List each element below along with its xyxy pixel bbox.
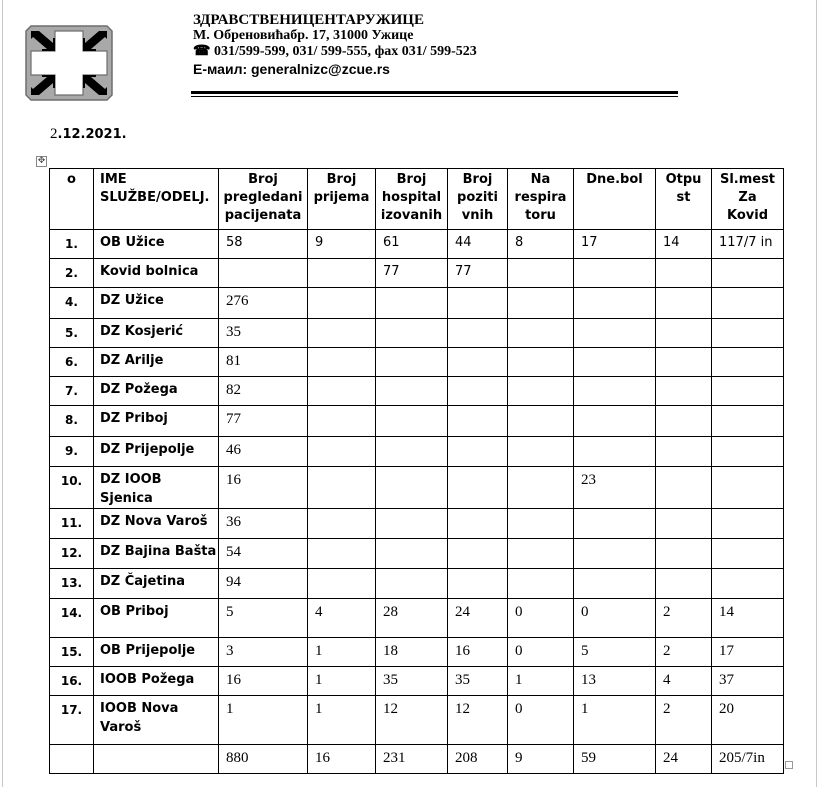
data-cell: [508, 467, 574, 509]
data-cell: [574, 259, 656, 288]
data-cell: 5: [574, 638, 656, 667]
data-cell: 16: [219, 667, 308, 696]
data-cell: 18: [376, 638, 448, 667]
column-header-line: Otpu: [665, 172, 702, 187]
department-name: [94, 745, 219, 774]
department-name: DZ Kosjerić: [94, 319, 219, 348]
column-header: [712, 169, 784, 230]
column-header: [94, 169, 219, 230]
data-cell: 37: [712, 667, 784, 696]
data-cell: 36: [219, 509, 308, 539]
data-cell: [376, 467, 448, 509]
data-cell: 3: [219, 638, 308, 667]
table-row: [50, 348, 784, 377]
data-cell: 208: [448, 745, 508, 774]
data-cell: [656, 377, 712, 406]
data-cell: [508, 539, 574, 569]
data-cell: [712, 539, 784, 569]
data-cell: 1: [574, 696, 656, 745]
data-cell: [712, 406, 784, 437]
data-cell: 9: [308, 230, 376, 259]
table-move-handle-icon[interactable]: ✥: [37, 156, 46, 166]
department-name: DZ Bajina Bašta: [94, 539, 219, 569]
data-cell: [308, 437, 376, 467]
data-cell: 44: [448, 230, 508, 259]
department-name: IOOB Požega: [94, 667, 219, 696]
data-cell: [376, 377, 448, 406]
data-cell: [376, 288, 448, 319]
data-cell: 14: [656, 230, 712, 259]
data-cell: [508, 319, 574, 348]
column-header-line: toru: [525, 208, 556, 223]
row-number: 14.: [50, 599, 94, 638]
data-cell: [656, 539, 712, 569]
header-rule: [191, 91, 678, 94]
document-date: [50, 126, 127, 143]
data-cell: [448, 319, 508, 348]
data-cell: [712, 259, 784, 288]
data-cell: 61: [376, 230, 448, 259]
data-cell: 5: [219, 599, 308, 638]
table-row: [50, 259, 784, 288]
data-cell: 35: [376, 667, 448, 696]
data-cell: 1: [308, 667, 376, 696]
data-cell: 16: [308, 745, 376, 774]
data-cell: 2: [656, 696, 712, 745]
data-cell: 94: [219, 569, 308, 599]
data-cell: [308, 377, 376, 406]
data-cell: [574, 437, 656, 467]
data-cell: [508, 437, 574, 467]
header-rule: [191, 96, 678, 97]
data-cell: [574, 348, 656, 377]
data-cell: 12: [448, 696, 508, 745]
data-cell: 276: [219, 288, 308, 319]
column-header: [574, 169, 656, 230]
table-row: [50, 230, 784, 259]
row-number: 5.: [50, 319, 94, 348]
data-cell: [308, 406, 376, 437]
data-cell: [712, 467, 784, 509]
data-cell: [219, 259, 308, 288]
column-header-line: vnih: [461, 208, 494, 223]
data-cell: [656, 437, 712, 467]
row-number: 13.: [50, 569, 94, 599]
data-cell: [508, 569, 574, 599]
data-cell: [448, 539, 508, 569]
fax-number: фах 031/ 599-523: [374, 44, 477, 59]
data-cell: 58: [219, 230, 308, 259]
department-name: OB Užice: [94, 230, 219, 259]
data-cell: 77: [448, 259, 508, 288]
column-header-line: Na: [530, 172, 551, 187]
data-cell: 8: [508, 230, 574, 259]
column-header-line: Kovid: [726, 208, 768, 223]
data-cell: 2: [656, 599, 712, 638]
department-name: DZ Čajetina: [94, 569, 219, 599]
column-header: [219, 169, 308, 230]
row-number: 2.: [50, 259, 94, 288]
table-row: [50, 539, 784, 569]
data-cell: 46: [219, 437, 308, 467]
column-header-line: Sl.mest: [719, 172, 776, 187]
data-cell: [448, 406, 508, 437]
data-cell: 205/7in: [712, 745, 784, 774]
row-number: 17.: [50, 696, 94, 745]
data-cell: [308, 319, 376, 348]
data-cell: [656, 569, 712, 599]
data-cell: [712, 348, 784, 377]
column-header-line: Dne.bol: [586, 172, 643, 187]
data-cell: [308, 288, 376, 319]
data-cell: [574, 377, 656, 406]
column-header-line: Broj: [462, 172, 493, 187]
page-edge: [2, 0, 3, 787]
data-cell: [712, 437, 784, 467]
department-name: DZ Prijepolje: [94, 437, 219, 467]
table-row: [50, 599, 784, 638]
data-cell: [308, 509, 376, 539]
column-header-line: hospital: [381, 190, 442, 205]
data-cell: [574, 539, 656, 569]
data-cell: 35: [219, 319, 308, 348]
data-cell: [574, 509, 656, 539]
date-day: 2: [50, 126, 58, 142]
data-cell: [376, 437, 448, 467]
data-cell: 1: [219, 696, 308, 745]
totals-row: [50, 745, 784, 774]
data-cell: [574, 406, 656, 437]
data-cell: 4: [308, 599, 376, 638]
phone-numbers: 031/599-599, 031/ 599-555,: [213, 44, 372, 59]
data-cell: 231: [376, 745, 448, 774]
data-cell: [712, 509, 784, 539]
data-cell: 13: [574, 667, 656, 696]
data-cell: 117/7 in: [712, 230, 784, 259]
department-name: DZ Požega: [94, 377, 219, 406]
column-header-line: pacijenata: [224, 208, 302, 223]
data-cell: 77: [376, 259, 448, 288]
department-name: DZ IOOB Sjenica: [94, 467, 219, 509]
column-header-line: Za: [738, 190, 757, 205]
data-cell: 9: [508, 745, 574, 774]
data-cell: [574, 319, 656, 348]
data-cell: [508, 406, 574, 437]
data-cell: [448, 569, 508, 599]
data-cell: [376, 509, 448, 539]
data-cell: 77: [219, 406, 308, 437]
data-cell: [376, 319, 448, 348]
data-cell: 35: [448, 667, 508, 696]
data-cell: 16: [219, 467, 308, 509]
data-cell: 2: [656, 638, 712, 667]
data-cell: [376, 569, 448, 599]
report-table: [49, 168, 784, 774]
date-rest: .12.2021.: [57, 127, 127, 142]
data-cell: 24: [448, 599, 508, 638]
org-address: М. Обреновићабр. 17, 31000 Ужице: [193, 28, 414, 43]
department-name: DZ Užice: [94, 288, 219, 319]
data-cell: 1: [308, 638, 376, 667]
data-cell: 23: [574, 467, 656, 509]
data-cell: 81: [219, 348, 308, 377]
data-cell: 54: [219, 539, 308, 569]
table-row: [50, 319, 784, 348]
table-row: [50, 696, 784, 745]
data-cell: [508, 377, 574, 406]
table-row: [50, 288, 784, 319]
data-cell: [508, 348, 574, 377]
data-cell: [656, 509, 712, 539]
column-header-line: pregledani: [223, 190, 303, 205]
data-cell: [508, 288, 574, 319]
table-row: [50, 377, 784, 406]
data-cell: [448, 348, 508, 377]
data-cell: [308, 569, 376, 599]
table-row: [50, 667, 784, 696]
table-row: [50, 569, 784, 599]
data-cell: [508, 509, 574, 539]
data-cell: 59: [574, 745, 656, 774]
table-row: [50, 437, 784, 467]
data-cell: [448, 467, 508, 509]
column-header: [50, 169, 94, 230]
data-cell: 16: [448, 638, 508, 667]
department-name: DZ Nova Varoš: [94, 509, 219, 539]
data-cell: 0: [508, 599, 574, 638]
column-header: [656, 169, 712, 230]
column-header-line: IME: [100, 172, 127, 187]
data-cell: [656, 348, 712, 377]
data-cell: [308, 259, 376, 288]
data-cell: 28: [376, 599, 448, 638]
data-cell: [448, 509, 508, 539]
column-header-line: SLUŽBE/ODELJ.: [100, 190, 210, 205]
row-number: 1.: [50, 230, 94, 259]
data-cell: [376, 406, 448, 437]
table-row: [50, 406, 784, 437]
data-cell: [308, 467, 376, 509]
column-header: [376, 169, 448, 230]
table-row: [50, 509, 784, 539]
data-cell: 82: [219, 377, 308, 406]
column-header-line: prijema: [313, 190, 370, 205]
data-cell: [448, 288, 508, 319]
row-number: 11.: [50, 509, 94, 539]
data-cell: [508, 259, 574, 288]
column-header-line: izovanih: [380, 208, 443, 223]
data-cell: 20: [712, 696, 784, 745]
data-cell: [376, 348, 448, 377]
department-name: DZ Arilje: [94, 348, 219, 377]
data-cell: 14: [712, 599, 784, 638]
row-number: 12.: [50, 539, 94, 569]
column-header-line: Broj: [248, 172, 278, 187]
data-cell: [448, 437, 508, 467]
data-cell: 0: [508, 696, 574, 745]
row-number: 10.: [50, 467, 94, 509]
data-cell: [712, 569, 784, 599]
column-header-line: respira: [514, 190, 567, 205]
table-row: [50, 467, 784, 509]
data-cell: [574, 569, 656, 599]
department-name: OB Priboj: [94, 599, 219, 638]
data-cell: [308, 348, 376, 377]
column-header: [308, 169, 376, 230]
row-number: 6.: [50, 348, 94, 377]
data-cell: [656, 406, 712, 437]
department-name: IOOB Nova Varoš: [94, 696, 219, 745]
table-resize-handle[interactable]: [785, 761, 793, 769]
data-cell: [376, 539, 448, 569]
department-name: OB Prijepolje: [94, 638, 219, 667]
letterhead: [193, 12, 477, 77]
column-header-line: poziti: [457, 190, 498, 205]
department-name: Kovid bolnica: [94, 259, 219, 288]
row-number: 16.: [50, 667, 94, 696]
data-cell: 0: [574, 599, 656, 638]
telephone-icon: ☎: [193, 44, 211, 59]
column-header-line: st: [676, 190, 691, 205]
data-cell: [656, 467, 712, 509]
medical-cross-arrows-logo: [25, 25, 113, 101]
table-header-row: [50, 169, 784, 230]
data-cell: [656, 259, 712, 288]
column-header-line: o: [67, 172, 76, 187]
data-cell: 1: [308, 696, 376, 745]
org-phones: [193, 44, 477, 60]
column-header-line: Broj: [396, 172, 427, 187]
data-cell: [656, 319, 712, 348]
column-header-line: Broj: [326, 172, 357, 187]
data-cell: [448, 377, 508, 406]
data-cell: 4: [656, 667, 712, 696]
data-cell: 880: [219, 745, 308, 774]
column-header: [448, 169, 508, 230]
data-cell: [712, 319, 784, 348]
data-cell: 0: [508, 638, 574, 667]
data-cell: [712, 377, 784, 406]
org-name: ЗДРАВСТВЕНИЦЕНТАРУЖИЦЕ: [193, 12, 424, 28]
column-header: [508, 169, 574, 230]
department-name: DZ Priboj: [94, 406, 219, 437]
data-cell: 17: [574, 230, 656, 259]
data-cell: 24: [656, 745, 712, 774]
row-number: 8.: [50, 406, 94, 437]
data-cell: 1: [508, 667, 574, 696]
data-cell: 17: [712, 638, 784, 667]
data-cell: [712, 288, 784, 319]
org-email: Е-маил: generalnizc@zcue.rs: [193, 61, 390, 77]
data-cell: [308, 539, 376, 569]
data-cell: [656, 288, 712, 319]
page-edge: [816, 0, 817, 787]
data-cell: 12: [376, 696, 448, 745]
row-number: [50, 745, 94, 774]
row-number: 7.: [50, 377, 94, 406]
row-number: 15.: [50, 638, 94, 667]
row-number: 9.: [50, 437, 94, 467]
row-number: 4.: [50, 288, 94, 319]
data-cell: [574, 288, 656, 319]
table-row: [50, 638, 784, 667]
